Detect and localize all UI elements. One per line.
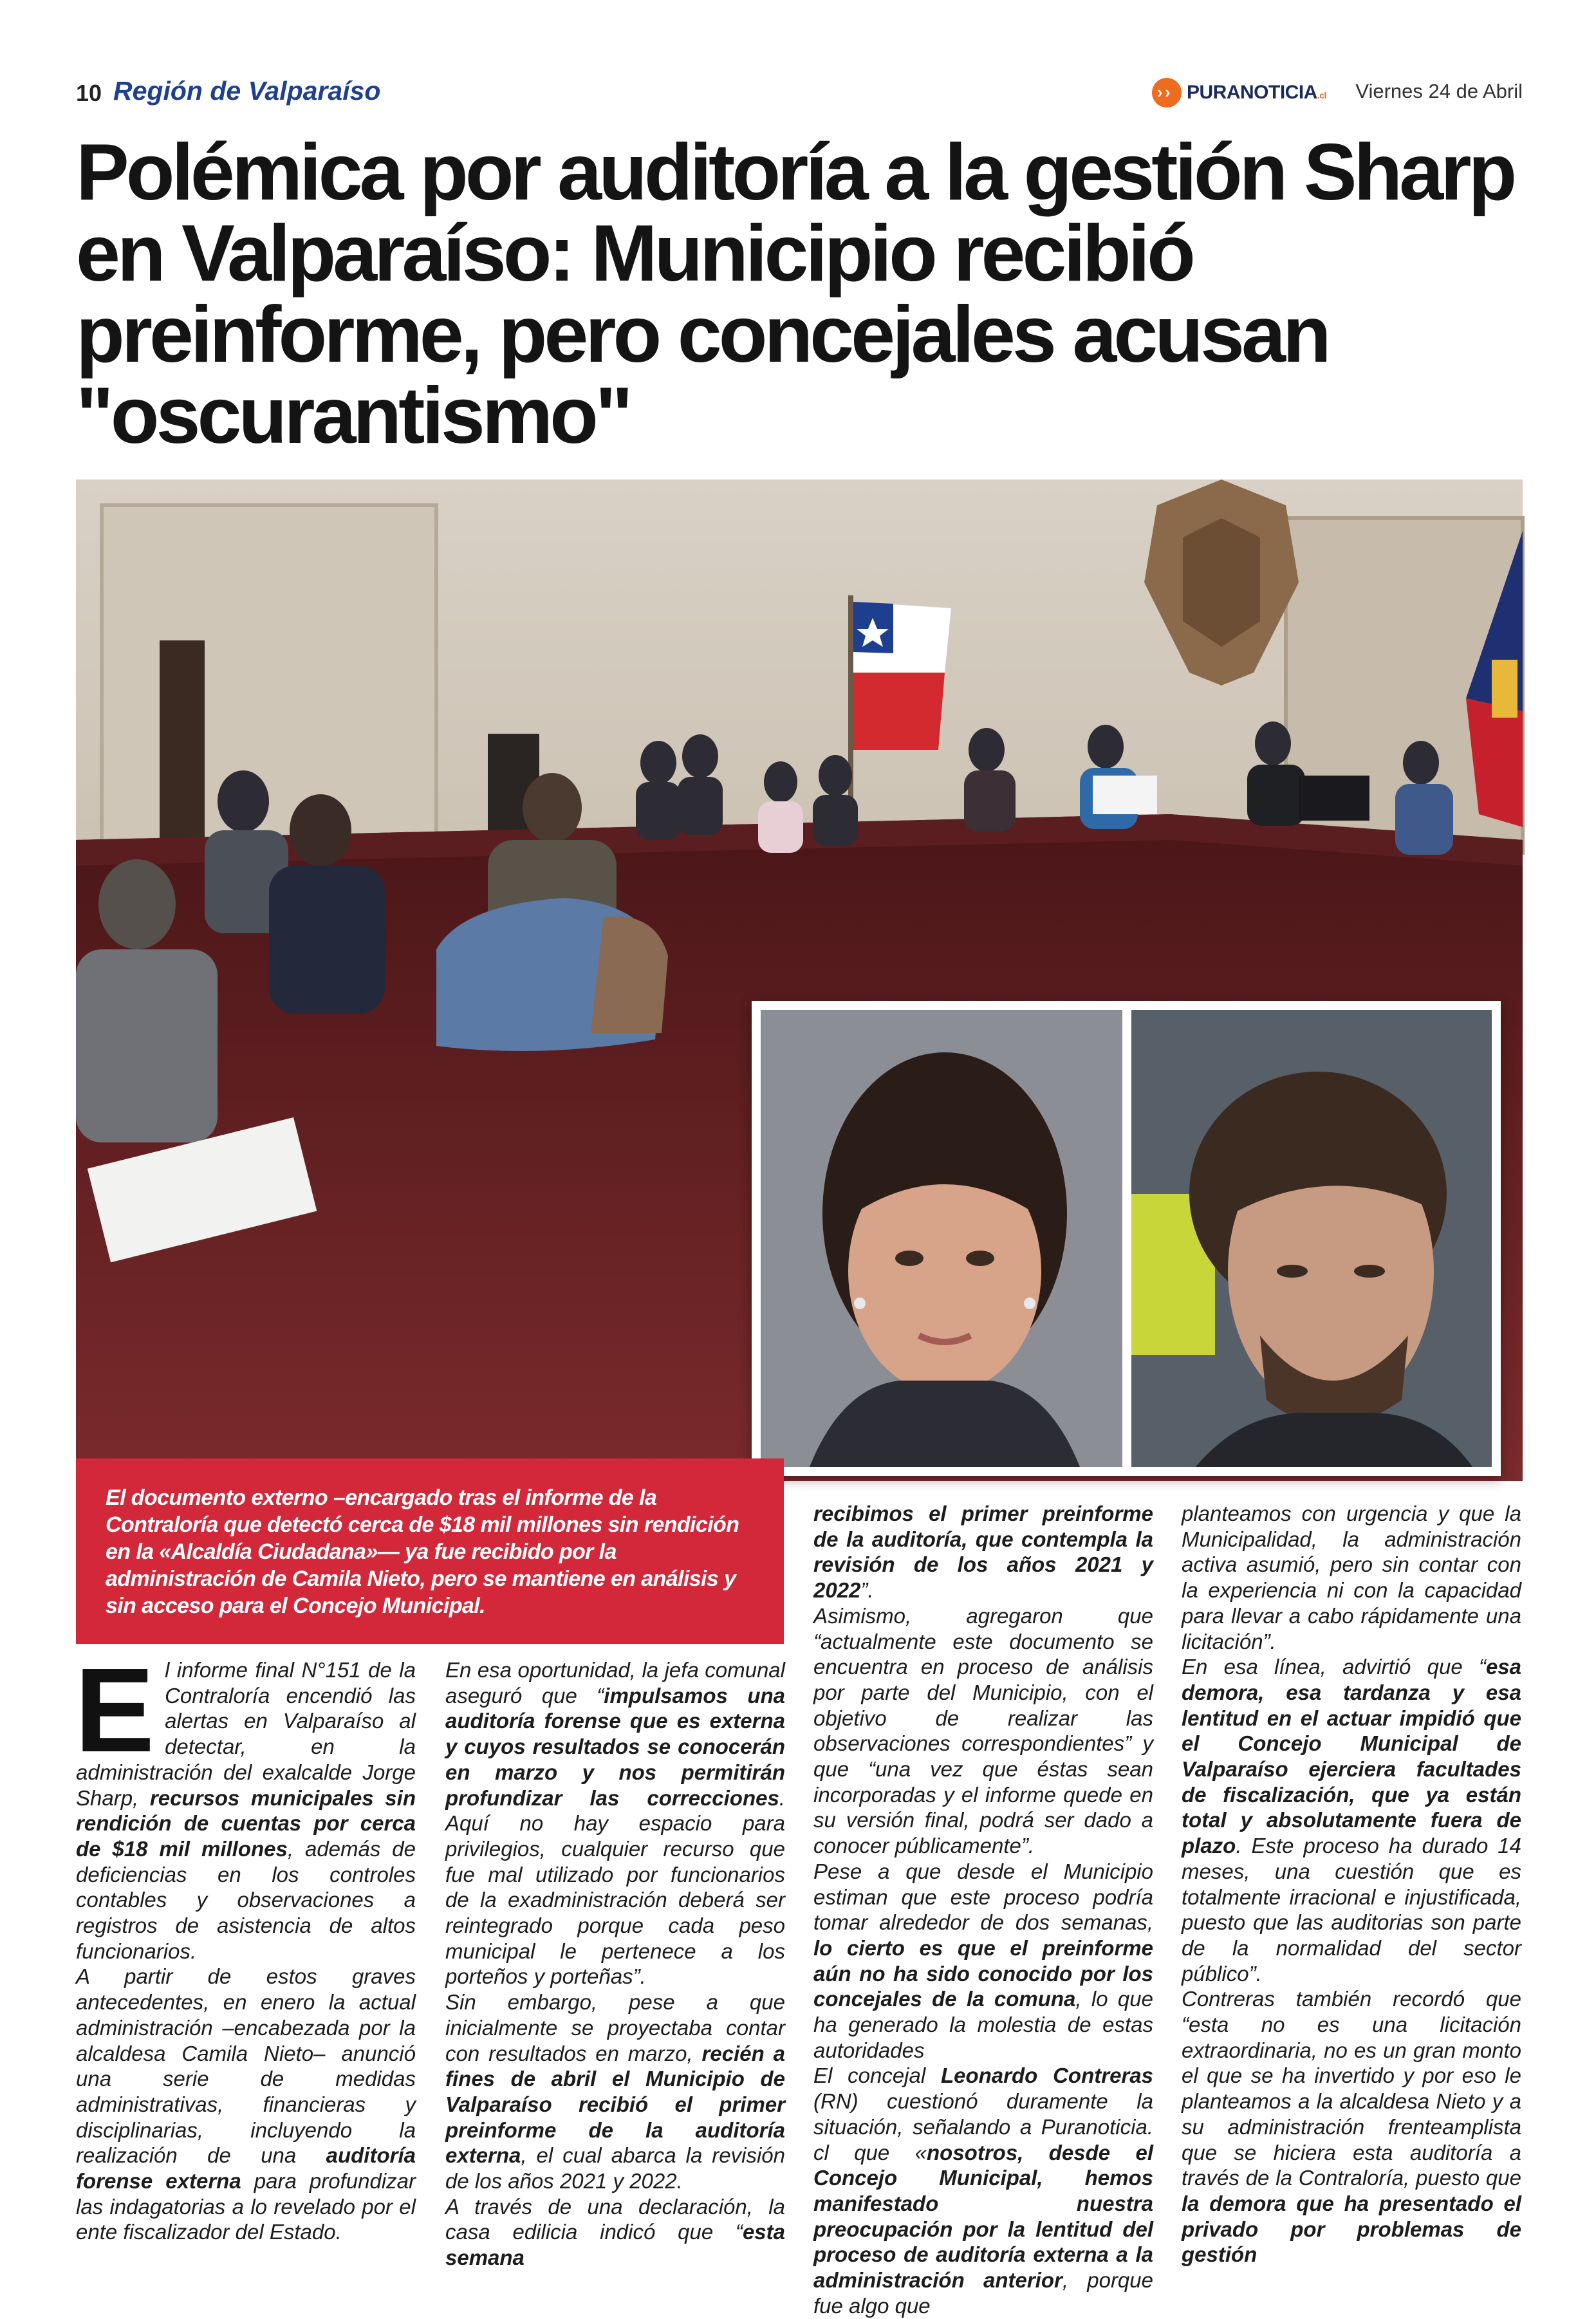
double-chevron-icon: › › (1152, 78, 1182, 107)
article-column-1 (75, 1644, 416, 2245)
lede-box (76, 1458, 784, 1644)
paragraph: Sin embargo, pese a que inicialmente se proyectaba contar con resultados en marzo, recién a fines de abril el Municipio de Valparaíso recibió el primer preinforme de la auditoría externa, el cual abarca la revisión de los años 2021 y 2022. (445, 1990, 785, 2193)
portrait-camila-nieto (761, 1010, 1122, 1467)
issue-date: Viernes 24 de Abril (1355, 80, 1523, 102)
paragraph: Pese a que desde el Municipio estiman que este proceso podría tomar alrededor de dos semanas, lo cierto es que el preinforme aún no ha sido conocido por los concejales de la comuna, lo que ha generado la molestia de estas autoridades (813, 1859, 1153, 2062)
portrait-inset (752, 1001, 1501, 1476)
paragraph: Contreras también recordó que “esta no es una licitación extraordinaria, no es un gran monto el que se ha invertido y por eso le planteamos a la alcaldesa Nieto y a su administración frenteamplista que se hiciera esta auditoría a través de la Contraloría, puesto que la demora que ha presentado el privado por problemas de gestión (1182, 1987, 1521, 2267)
portraits-illustration (752, 1001, 1501, 1476)
paragraph: recibimos el primer preinforme de la auditoría, que contempla la revisión de los años 2021 y 2022”. (813, 1502, 1153, 1603)
council-meeting-photo (76, 480, 1523, 1481)
lede-text: El documento externo –encargado tras el informe de la Contraloría que detectó cerca de $18 mil millones sin rendición en la «Alcaldía Ciudadana»— ya fue recibido por la administración de Camila Nieto, pero se mantiene en análisis y sin acceso para el Concejo Municipal. (106, 1485, 739, 1618)
paragraph: planteamos con urgencia y que la Municipalidad, la administración activa asumió, pero sin contar con la experiencia ni con la capacidad para llevar a cabo rápidamente una licitación”. (1182, 1502, 1521, 1653)
paragraph: El informe final N°151 de la Contraloría encendió las alertas en Valparaíso al detectar, en la administración del exalcalde Jorge Sharp, recursos municipales sin rendición de cuentas por cerca de $18 mil millones, además de deficiencias en los controles contables y observaciones a registros de asistencia de altos funcionarios. (75, 1644, 416, 1963)
puranoticia-logo (1152, 76, 1326, 109)
paragraph: El concejal Leonardo Contreras (RN) cuestionó duramente la situación, señalando a Puranoticia. cl que «nosotros, desde el Concejo Municipal, hemos manifestado nuestra preocupación por la lentitud del proceso de auditoría externa a la administración anterior, porque fue algo que (813, 2063, 1153, 2318)
paragraph: Asimismo, agregaron que “actualmente este documento se encuentra en proceso de análisis por parte del Municipio, con el objetivo de realizar las observaciones correspondientes” y que “una vez que éstas sean incorporadas y el informe quede en su versión final, podrá ser dado a conocer públicamente”. (813, 1603, 1153, 1858)
section-name: Región de Valparaíso (113, 76, 381, 106)
article-column-3 (813, 1501, 1153, 2319)
page-number: 10 (76, 80, 102, 106)
drop-cap: E (75, 1644, 155, 1777)
headline: Polémica por auditoría a la gestión Sharp en Valparaíso: Municipio recibió preinforme, pero concejales acusan "oscurantismo" (76, 128, 1514, 460)
paragraph: En esa línea, advirtió que “esa demora, esa tardanza y esa lentitud en el actuar impidió que el Concejo Municipal de Valparaíso ejerciera facultades de fiscalización, que ya están total y absolutamente fuera de plazo. Este proceso ha durado 14 meses, una cuestión que es totalmente irracional e injustificada, puesto que las auditorias son parte de la normalidad del sector público”. (1182, 1655, 1521, 1986)
article-column-4 (1182, 1501, 1521, 2268)
logo-text: PURANOTICIA.cl (1187, 82, 1326, 103)
page-header (76, 76, 1523, 115)
paragraph: A partir de estos graves antecedentes, en enero la actual administración –encabezada por la alcaldesa Camila Nieto– anunció una serie de medidas administrativas, financieras y disciplinarias, incluyendo la realización de una auditoría forense externa para profundizar las indagatorias a lo revelado por el ente fiscalizador del Estado. (76, 1964, 416, 2244)
paragraph: A través de una declaración, la casa edilicia indicó que “esta semana (445, 2194, 785, 2270)
article-column-2 (445, 1657, 785, 2271)
portrait-jorge-sharp (1131, 1010, 1492, 1467)
paragraph: En esa oportunidad, la jefa comunal aseguró que “impulsamos una auditoría forense que es externa y cuyos resultados se conocerán en marzo y nos permitirán profundizar las correcciones. Aquí no hay espacio para privilegios, cualquier recurso que fue mal utilizado por funcionarios de la exadministración deberá ser reintegrado porque cada peso municipal le pertenece a los porteños y porteñas”. (445, 1658, 786, 1989)
